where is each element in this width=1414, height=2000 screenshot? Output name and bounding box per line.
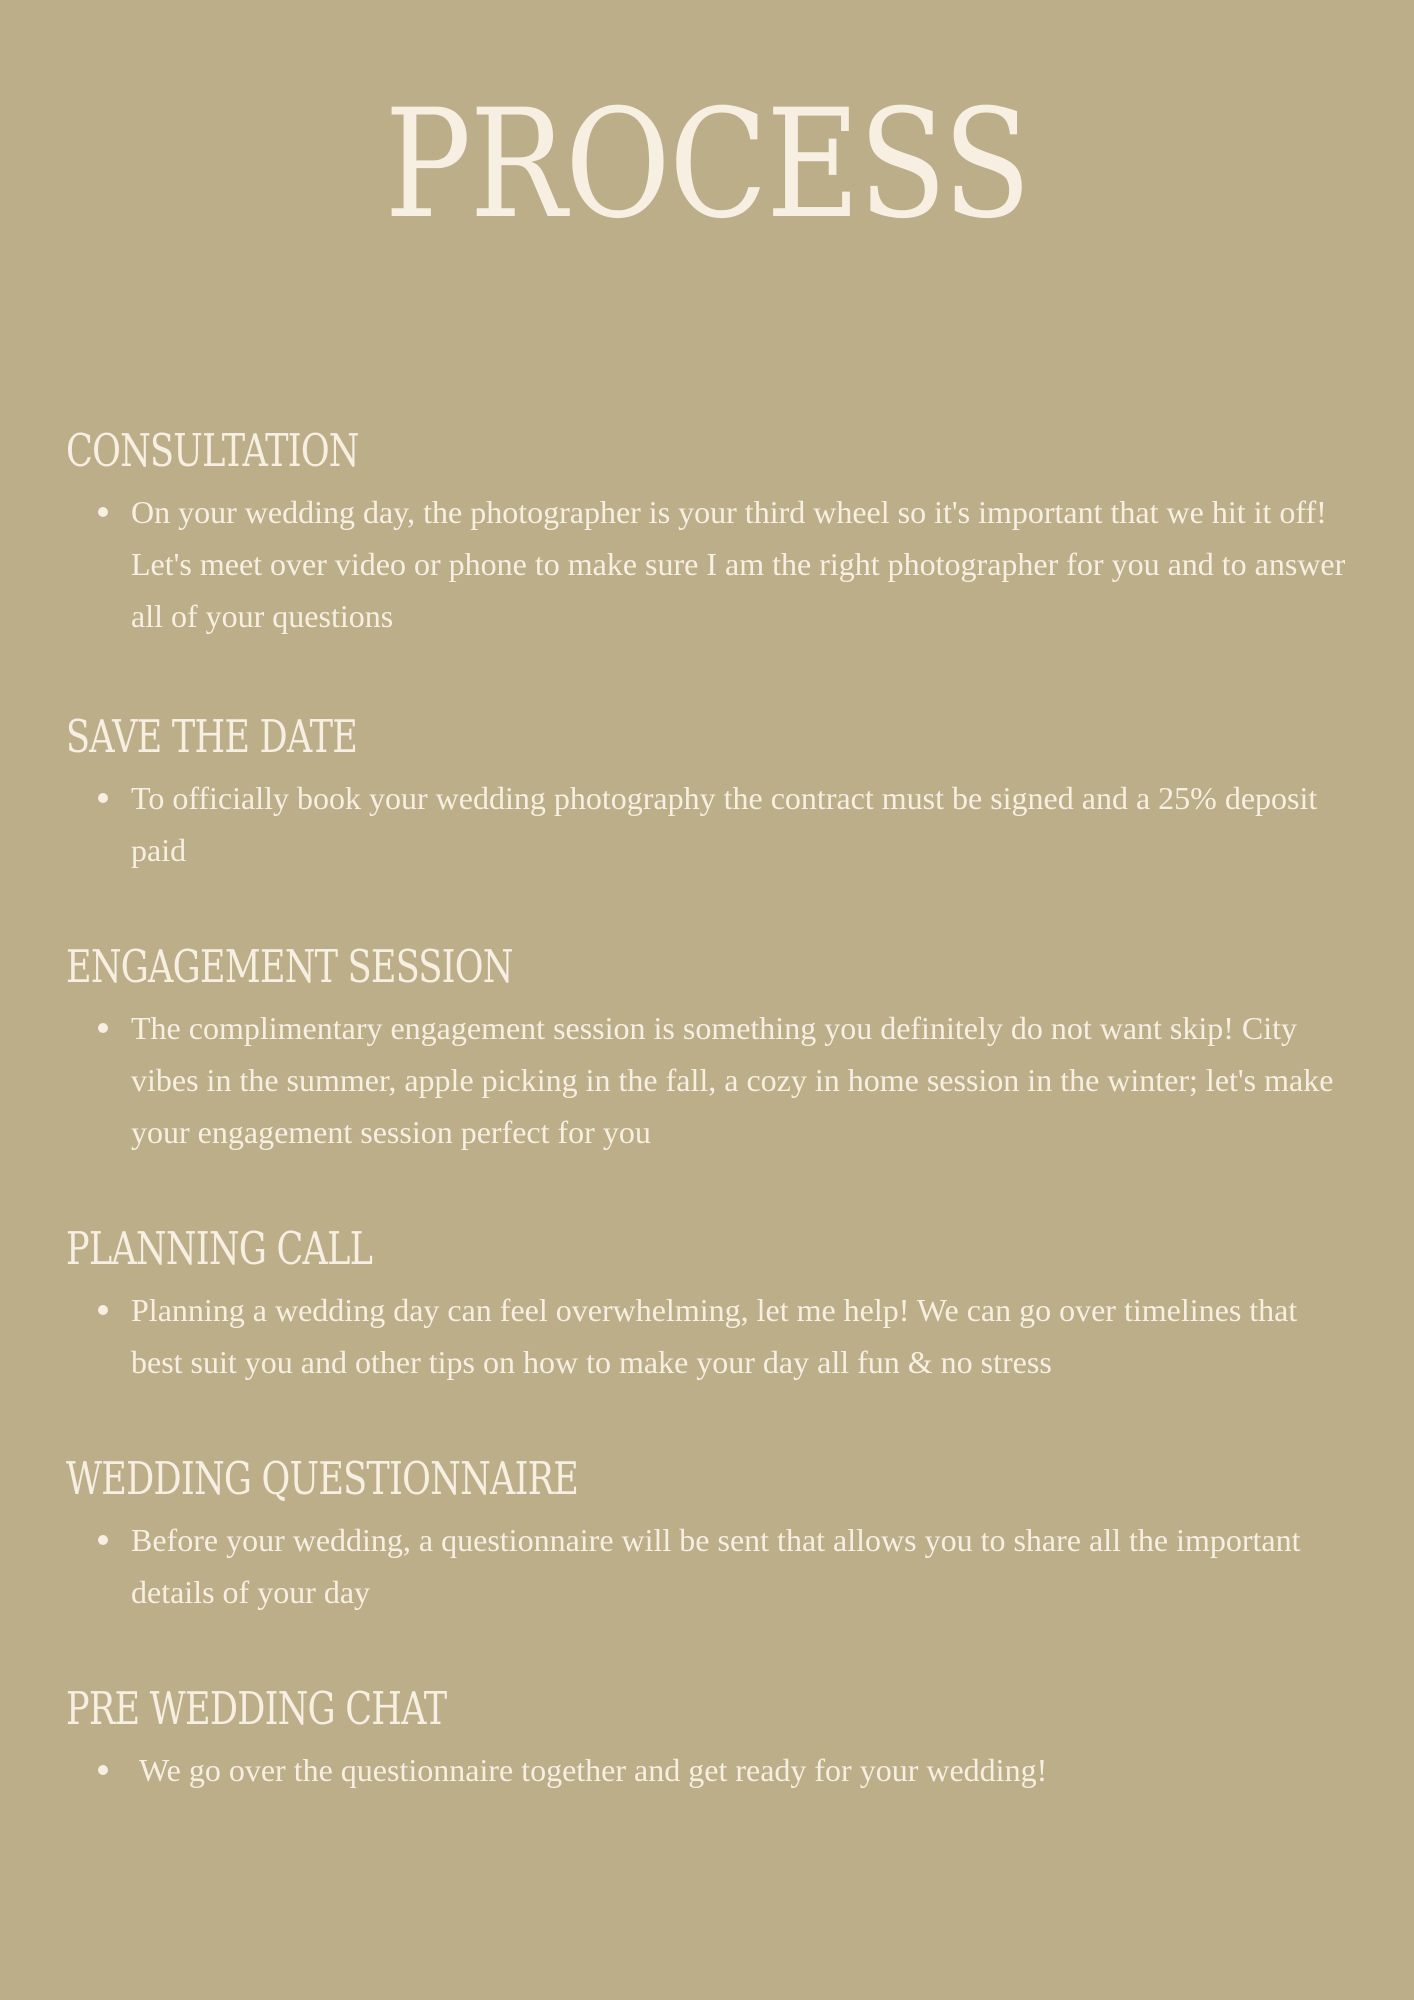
step-description: To officially book your wedding photography the contract must be signed and a 25% deposit paid bbox=[131, 780, 1318, 868]
step-heading: WEDDING QUESTIONNAIRE bbox=[66, 1452, 579, 1505]
bullet-icon bbox=[98, 507, 108, 517]
step-description: Planning a wedding day can feel overwhelming, let me help! We can go over timelines that best suit you and other tips on how to make your day all fun & no stress bbox=[131, 1292, 1298, 1380]
step-list bbox=[66, 1002, 1356, 1158]
bullet-icon bbox=[98, 793, 108, 803]
step-list bbox=[66, 772, 1356, 876]
list-item bbox=[131, 1284, 1356, 1388]
step-wedding-questionnaire bbox=[66, 1450, 1356, 1618]
bullet-icon bbox=[98, 1535, 108, 1545]
step-description: On your wedding day, the photographer is your third wheel so it's important that we hit it off! Let's meet over video or phone to make sure I am the right photographer for you and to answer all of your questions bbox=[131, 494, 1346, 634]
step-list bbox=[66, 1284, 1356, 1388]
step-consultation bbox=[66, 422, 1356, 642]
step-engagement-session bbox=[66, 938, 1356, 1158]
step-heading: SAVE THE DATE bbox=[66, 710, 358, 763]
step-list bbox=[66, 486, 1356, 642]
bullet-icon bbox=[98, 1765, 108, 1775]
bullet-icon bbox=[98, 1023, 108, 1033]
step-planning-call bbox=[66, 1220, 1356, 1388]
step-save-the-date bbox=[66, 708, 1356, 876]
step-heading: ENGAGEMENT SESSION bbox=[66, 940, 513, 993]
page-title: PROCESS bbox=[384, 78, 1030, 252]
step-description: The complimentary engagement session is something you definitely do not want skip! City vibes in the summer, apple picking in the fall, a cozy in home session in the winter; let's make your engagement session perfect for you bbox=[131, 1010, 1334, 1150]
step-description: We go over the questionnaire together and get ready for your wedding! bbox=[139, 1752, 1048, 1788]
step-heading: PLANNING CALL bbox=[66, 1222, 373, 1275]
list-item bbox=[131, 1514, 1356, 1618]
list-item bbox=[131, 772, 1356, 876]
step-heading: CONSULTATION bbox=[66, 424, 359, 477]
step-list bbox=[66, 1744, 1356, 1796]
step-list bbox=[66, 1514, 1356, 1618]
list-item bbox=[131, 486, 1356, 642]
process-steps bbox=[66, 422, 1356, 1796]
bullet-icon bbox=[98, 1305, 108, 1315]
list-item bbox=[131, 1002, 1356, 1158]
step-description: Before your wedding, a questionnaire will be sent that allows you to share all the important details of your day bbox=[131, 1522, 1301, 1610]
step-heading: PRE WEDDING CHAT bbox=[66, 1682, 447, 1735]
step-pre-wedding-chat bbox=[66, 1680, 1356, 1796]
list-item bbox=[131, 1744, 1356, 1796]
